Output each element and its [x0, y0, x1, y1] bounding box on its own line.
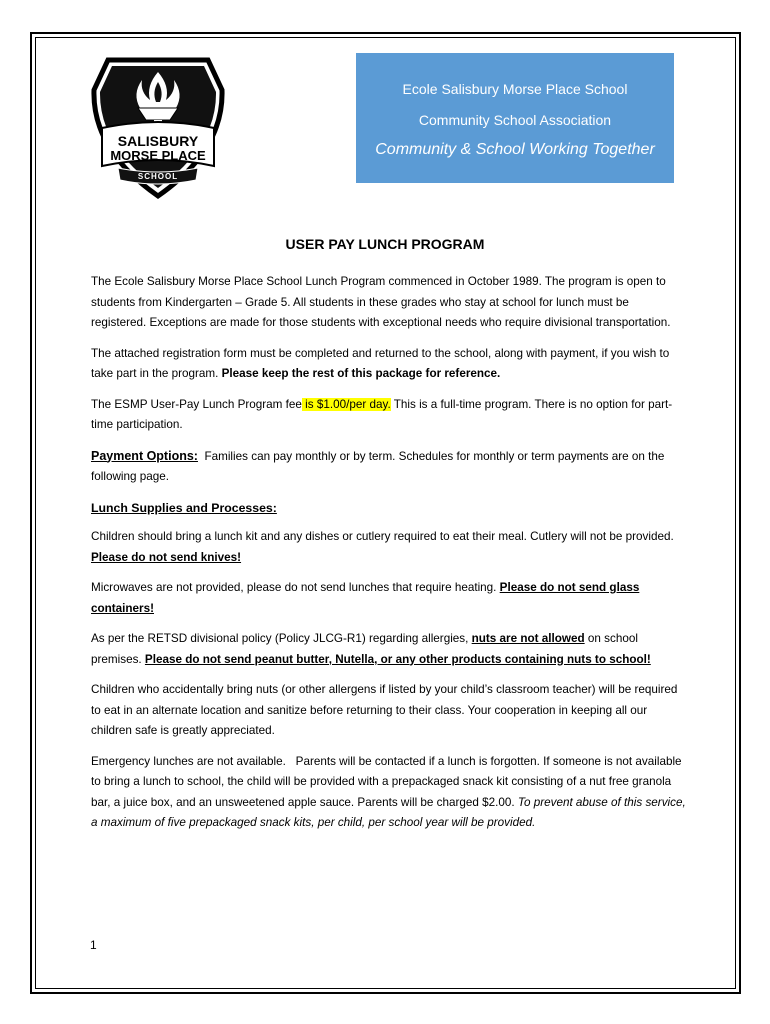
- document-body: [91, 272, 687, 844]
- paragraph-registration: [91, 344, 687, 385]
- microwave-text: Microwaves are not provided, please do not send lunches that require heating.: [91, 581, 500, 594]
- fee-highlight: is $1.00/per day.: [301, 397, 391, 411]
- payment-options-text: Families can pay monthly or by term. Schedules for monthly or term payments are on the following page.: [91, 449, 668, 483]
- logo-text-line1: SALISBURY: [117, 133, 199, 149]
- paragraph-cutlery: [91, 527, 687, 568]
- paragraph-payment: [91, 446, 687, 488]
- emergency-text: Emergency lunches are not available. Parents will be contacted if a lunch is forgotten. If someone is not available to bring a lunch to school, the child will be provided with a prepackaged snack kit consisting of a nut free granola bar, a juice box, and an unsweetened apple sauce. Parents will be charged $2.00.: [91, 754, 685, 809]
- allergy-bold-1: nuts are not allowed: [471, 632, 585, 645]
- paragraph-intro: The Ecole Salisbury Morse Place School Lunch Program commenced in October 1989. The program is open to students from Kindergarten – Grade 5. All students in these grades who stay at school for lunch must be registered. Exceptions are made for those students with exceptional needs who require divisional transportation.: [91, 275, 671, 329]
- school-crest-logo: [88, 50, 228, 200]
- allergy-bold-2: Please do not send peanut butter, Nutella, or any other products containing nuts to school!: [144, 652, 651, 666]
- supplies-heading: Lunch Supplies and Processes:: [91, 500, 277, 515]
- allergy-text-1: As per the RETSD divisional policy (Policy JLCG-R1) regarding allergies,: [91, 632, 472, 645]
- banner-association: Community School Association: [418, 112, 612, 128]
- paragraph-emergency: [91, 752, 687, 834]
- logo-text-line2: MORSE PLACE: [110, 148, 206, 163]
- cutlery-bold: Please do not send knives!: [91, 550, 242, 564]
- emergency-italic: To prevent abuse of this service, a maximum of five prepackaged snack kits, per child, per school year will be provided.: [91, 795, 686, 829]
- paragraph-fee: [91, 395, 687, 436]
- banner-school-name: Ecole Salisbury Morse Place School: [402, 81, 628, 97]
- allergy-text-2: on school premises.: [91, 632, 638, 666]
- page-number: 1: [90, 938, 97, 952]
- fee-text-before: The ESMP User-Pay Lunch Program fee: [91, 397, 302, 411]
- page-title: USER PAY LUNCH PROGRAM: [285, 236, 485, 252]
- paragraph-nut-accidents: Children who accidentally bring nuts (or other allergens if listed by your child’s classroom teacher) will be required to eat in an alternate location and sanitize before returning to their class. Your cooperation in keeping all our children safe is greatly appreciated.: [91, 683, 678, 737]
- paragraph-microwaves: [91, 578, 687, 619]
- banner-tagline: Community & School Working Together: [375, 141, 655, 158]
- header-banner: [356, 53, 674, 183]
- microwave-bold: Please do not send glass containers!: [91, 581, 640, 615]
- paragraph-allergies: [91, 629, 687, 670]
- cutlery-text: Children should bring a lunch kit and any dishes or cutlery required to eat their meal. Cutlery will not be provided.: [91, 530, 674, 543]
- logo-text-line3: SCHOOL: [137, 172, 179, 181]
- payment-options-heading: Payment Options:: [91, 448, 198, 463]
- fee-text-after: This is a full-time program. There is no option for part-time participation.: [91, 397, 673, 431]
- registration-text: The attached registration form must be completed and returned to the school, along with payment, if you wish to take part in the program.: [91, 346, 670, 380]
- registration-bold: Please keep the rest of this package for reference.: [221, 367, 501, 380]
